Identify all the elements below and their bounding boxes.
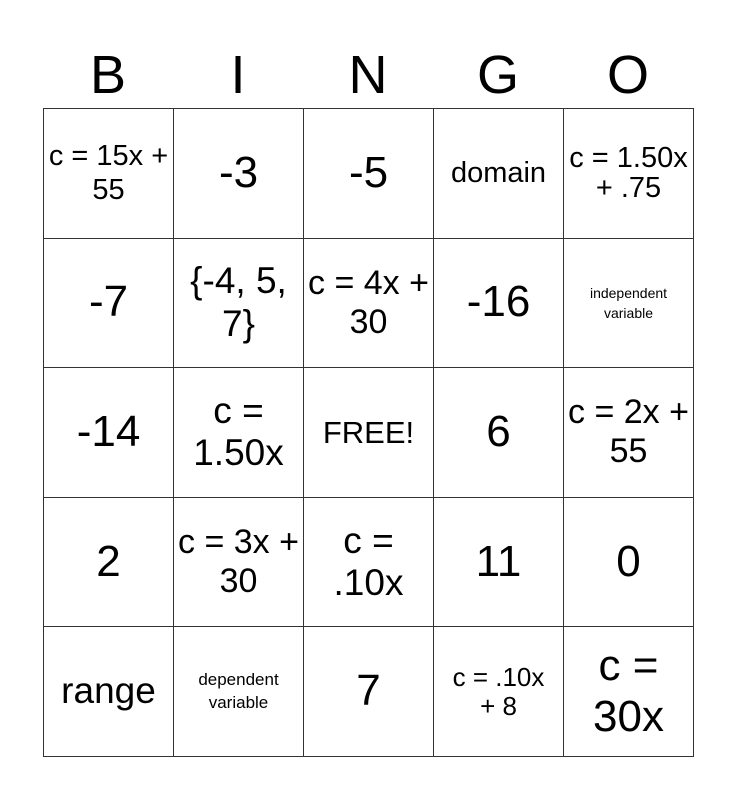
cell-text: 7: [356, 666, 381, 716]
bingo-cell-r1-c2[interactable]: [174, 109, 304, 239]
bingo-cell-r3-c3[interactable]: [304, 368, 434, 498]
bingo-cell-r2-c3[interactable]: [304, 239, 434, 369]
cell-text: c = 4x + 30: [308, 263, 429, 341]
cell-text: c = .10x: [333, 519, 404, 604]
bingo-cell-r2-c4[interactable]: [434, 239, 564, 369]
cell-text: -5: [348, 147, 389, 197]
bingo-cell-r4-c5[interactable]: [564, 498, 694, 628]
cell-text: domain: [450, 156, 547, 189]
header-letter-g: G: [476, 45, 519, 105]
cell-text: c = 2x + 55: [568, 393, 689, 471]
bingo-cell-r1-c1[interactable]: [44, 109, 174, 239]
cell-text: range: [61, 670, 156, 712]
cell-text: 2: [96, 536, 121, 586]
cell-text: 0: [616, 536, 641, 586]
bingo-cell-r3-c2[interactable]: [174, 368, 304, 498]
cell-text: 6: [486, 407, 511, 457]
bingo-board: [43, 108, 694, 757]
bingo-cell-r4-c3[interactable]: [304, 498, 434, 628]
cell-text: independent variable: [589, 284, 668, 321]
header-letter-b: B: [89, 45, 127, 105]
bingo-cell-r3-c1[interactable]: [44, 368, 174, 498]
bingo-cell-r2-c2[interactable]: [174, 239, 304, 369]
bingo-cell-r5-c3[interactable]: [304, 627, 434, 757]
bingo-header: [43, 44, 694, 106]
cell-text: c = 1.50x: [193, 389, 284, 474]
bingo-cell-r4-c2[interactable]: [174, 498, 304, 628]
cell-text: 11: [475, 536, 522, 586]
cell-text: c = 1.50x + .75: [569, 141, 688, 205]
bingo-cell-r5-c4[interactable]: [434, 627, 564, 757]
bingo-cell-r1-c5[interactable]: [564, 109, 694, 239]
cell-text: dependent variable: [198, 669, 279, 712]
cell-text: -7: [88, 277, 129, 327]
bingo-cell-r3-c4[interactable]: [434, 368, 564, 498]
bingo-cell-r2-c1[interactable]: [44, 239, 174, 369]
cell-text: {-4, 5, 7}: [190, 260, 287, 344]
bingo-cell-r1-c4[interactable]: [434, 109, 564, 239]
cell-text: c = .10x + 8: [452, 662, 545, 721]
header-letter-n: N: [348, 45, 388, 105]
bingo-cell-r3-c5[interactable]: [564, 368, 694, 498]
bingo-cell-r5-c5[interactable]: [564, 627, 694, 757]
cell-text: c = 3x + 30: [178, 522, 299, 601]
bingo-cell-r1-c3[interactable]: [304, 109, 434, 239]
header-letter-i: I: [230, 45, 246, 105]
cell-text: c = 15x + 55: [48, 139, 169, 207]
cell-text: -16: [466, 277, 531, 327]
bingo-cell-r4-c4[interactable]: [434, 498, 564, 628]
cell-text: -14: [76, 407, 141, 457]
cell-text: c = 30x: [593, 641, 664, 741]
bingo-cell-r2-c5[interactable]: [564, 239, 694, 369]
bingo-cell-r4-c1[interactable]: [44, 498, 174, 628]
cell-text: FREE!: [322, 414, 415, 450]
cell-text: -3: [218, 147, 259, 197]
bingo-cell-r5-c1[interactable]: [44, 627, 174, 757]
bingo-cell-r5-c2[interactable]: [174, 627, 304, 757]
header-letter-o: O: [606, 45, 649, 105]
